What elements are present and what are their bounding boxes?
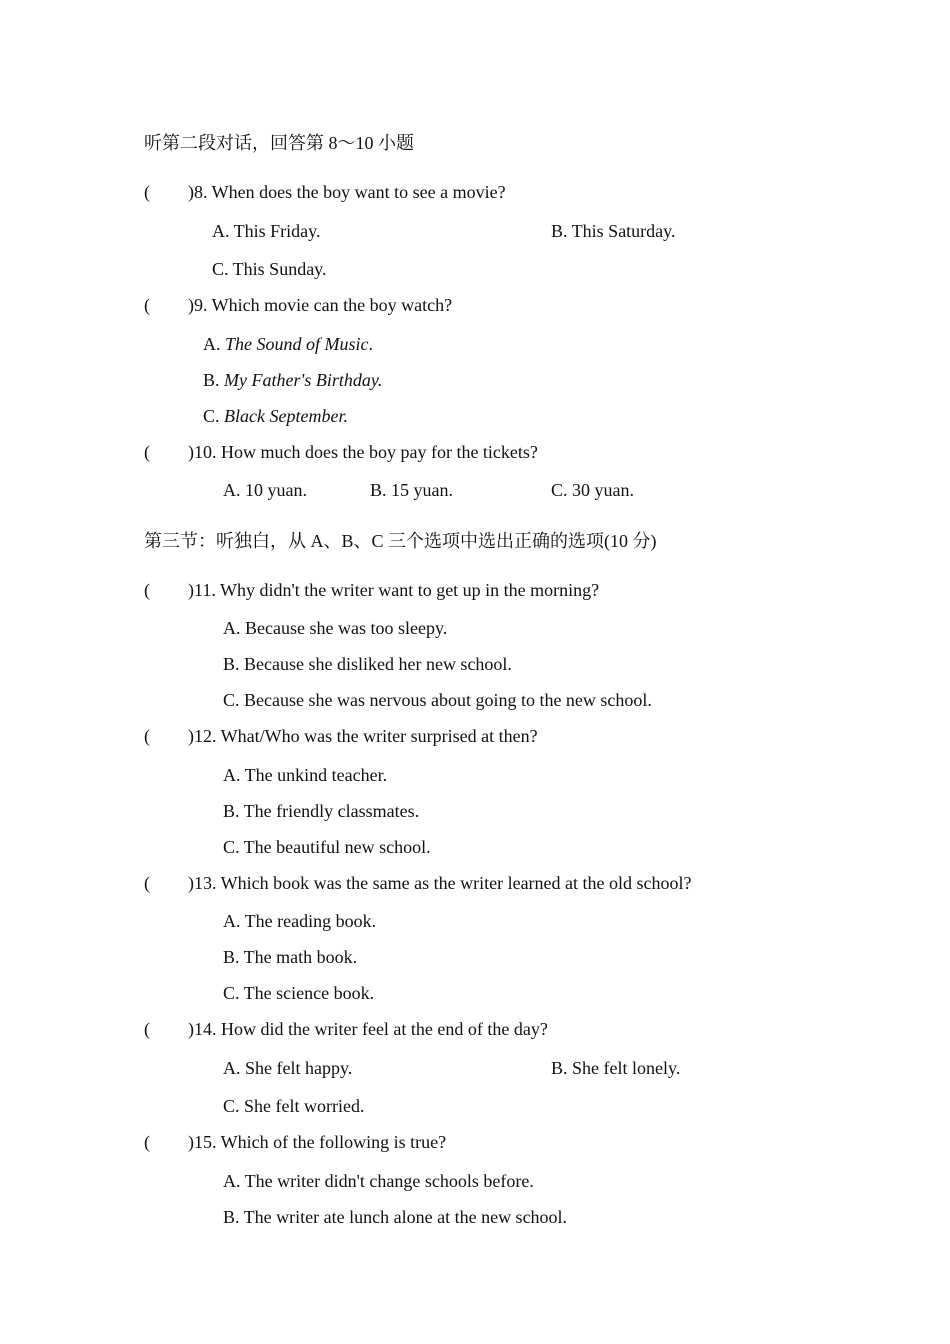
movie-title: My Father's Birthday. [224, 370, 383, 390]
question-text: )10. How much does the boy pay for the tickets? [188, 442, 538, 462]
option-c: C. She felt worried. [223, 1096, 365, 1116]
option-b [203, 369, 382, 391]
option-b: B. The math book. [223, 947, 358, 967]
answer-paren: ( [144, 295, 150, 315]
option-a: A. 10 yuan. [223, 480, 307, 500]
option-a: A. The writer didn't change schools before. [223, 1171, 534, 1191]
option-c: C. The science book. [223, 983, 375, 1003]
question-text: )13. Which book was the same as the writer learned at the old school? [188, 873, 692, 893]
option-b: B. Because she disliked her new school. [223, 654, 512, 674]
question-text: )9. Which movie can the boy watch? [188, 295, 453, 315]
answer-paren: ( [144, 873, 150, 893]
option-a: A. This Friday. [212, 221, 321, 241]
answer-paren: ( [144, 182, 150, 202]
option-suffix: . [368, 334, 373, 354]
option-a [203, 333, 373, 355]
option-c [203, 405, 348, 427]
option-b: B. 15 yuan. [370, 480, 453, 500]
question-text: )12. What/Who was the writer surprised at then? [188, 726, 538, 746]
question-text: )8. When does the boy want to see a movie? [188, 182, 506, 202]
option-b: B. The writer ate lunch alone at the new school. [223, 1207, 568, 1227]
option-b: B. She felt lonely. [551, 1058, 681, 1078]
option-c: C. 30 yuan. [551, 480, 634, 500]
question-text: )14. How did the writer feel at the end of the day? [188, 1019, 548, 1039]
option-a: A. The unkind teacher. [223, 765, 388, 785]
option-b: B. The friendly classmates. [223, 801, 420, 821]
option-b: B. This Saturday. [551, 221, 676, 241]
option-c: C. Because she was nervous about going to the new school. [223, 690, 652, 710]
question-text: )11. Why didn't the writer want to get up in the morning? [188, 580, 600, 600]
option-label: B. [203, 370, 225, 390]
option-a: A. She felt happy. [223, 1058, 353, 1078]
option-label: C. [203, 406, 225, 426]
option-c: C. This Sunday. [212, 259, 327, 279]
section3-heading: 第三节：听独白，从 A、B、C 三个选项中选出正确的选项(10 分) [144, 531, 657, 551]
movie-title: Black September. [224, 406, 348, 426]
answer-paren: ( [144, 1132, 150, 1152]
option-c: C. The beautiful new school. [223, 837, 431, 857]
option-a: A. The reading book. [223, 911, 377, 931]
movie-title: The Sound of Music [225, 334, 369, 354]
answer-paren: ( [144, 726, 150, 746]
section2-heading: 听第二段对话，回答第 8～10 小题 [144, 133, 414, 153]
answer-paren: ( [144, 580, 150, 600]
option-a: A. Because she was too sleepy. [223, 618, 448, 638]
question-text: )15. Which of the following is true? [188, 1132, 447, 1152]
option-label: A. [203, 334, 225, 354]
answer-paren: ( [144, 1019, 150, 1039]
answer-paren: ( [144, 442, 150, 462]
